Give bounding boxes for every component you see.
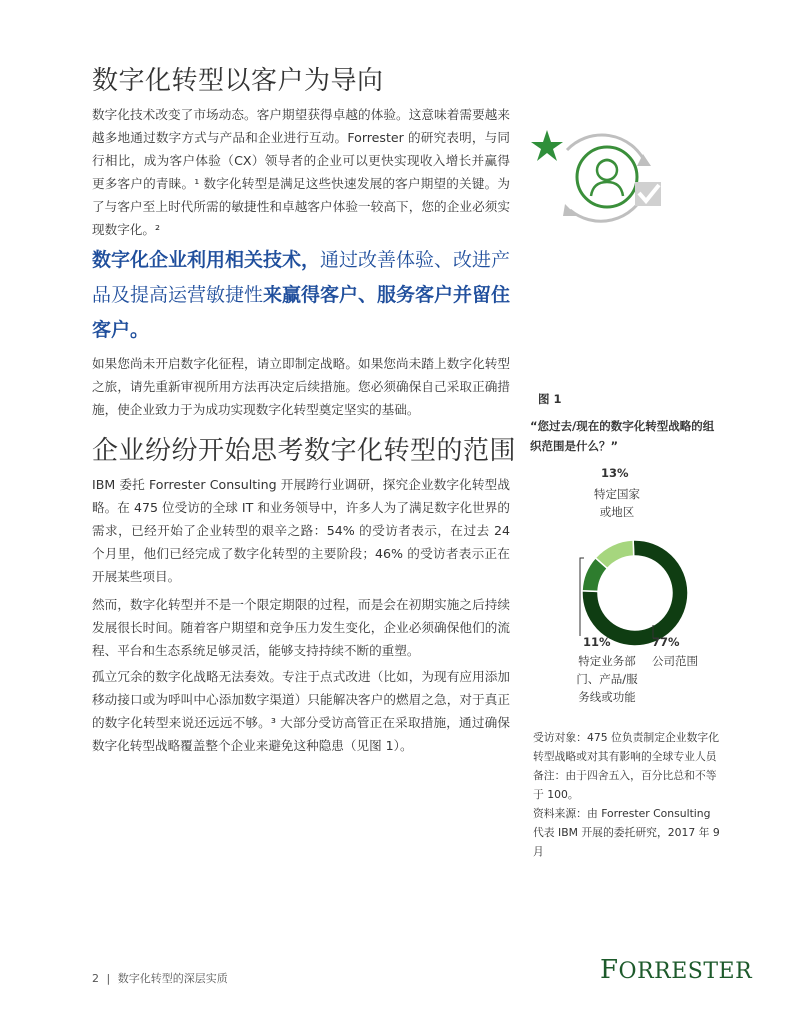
cycle-arrowhead-bottom — [563, 204, 577, 216]
pull-quote-text: 通过改善体验、改进产品及提高运营敏捷性 — [92, 249, 511, 306]
pull-quote — [92, 243, 512, 348]
forrester-logo — [600, 955, 752, 985]
chart-pct-company: 77% — [652, 635, 680, 649]
footer-separator: | — [106, 972, 111, 985]
checkbox-icon — [635, 182, 661, 206]
chart-label-business-line3: 务线或功能 — [578, 690, 636, 704]
figure-title: “您过去/现在的数字化转型战略的组织范围是什么？” — [530, 419, 715, 453]
intro-paragraph: 数字化技术改变了市场动态。客户期望获得卓越的体验。这意味着需要越来越多地通过数字方式与产品和企业进行互动。Forrester 的研究表明，与同行相比，成为客户体验（CX）领导者的企业可以更快实现收入增长并赢得更多客户的青睐。¹ 数字化转型是满足这些快速发展的客户期望的关键。为了与客户至上时代所需的敏捷性和卓越客户体验一较高下，您的企业必须实现数字化。² — [92, 107, 510, 237]
chart-label-country-line2: 或地区 — [599, 505, 635, 519]
chart-pct-country: 13% — [601, 466, 629, 480]
chart-pct-business: 11% — [583, 635, 611, 649]
pull-quote-bold-2: 来赢得客户、服务客户并留住客户。 — [92, 284, 511, 341]
figure-label: 图 1 — [538, 392, 562, 406]
survey-paragraph: IBM 委托 Forrester Consulting 开展跨行业调研，探究企业数字化转型战略。在 475 位受访的全球 IT 和业务领导中，许多人为了满足数字化世界的需求，已经开始了企业转型的艰辛之路：54% 的受访者表示，在过去 24 个月里，他们已经完成了数字化转型的主要阶段；46% 的受访者表示正在开展某些项目。 — [92, 477, 510, 584]
chart-label-company: 公司范围 — [652, 654, 698, 668]
chart-label-business-line2: 门、产品/服 — [576, 672, 638, 686]
chart-label-business-line1: 特定业务部 — [578, 654, 636, 668]
note-source: 资料来源：由 Forrester Consulting 代表 IBM 开展的委托研究，2017 年 9 月 — [533, 807, 720, 858]
logo-rest: ORRESTER — [618, 959, 753, 984]
logo-initial: F — [600, 955, 619, 985]
customer-cycle-illustration — [525, 122, 673, 232]
continuous-paragraph: 然而，数字化转型并不是一个限定期限的过程，而是会在初期实施之后持续发展很长时间。随着客户期望和竞争压力发生变化，企业必须确保他们的流程、平台和生态系统足够灵活，能够支持持续不断的重塑。 — [92, 597, 510, 658]
figure-notes — [533, 728, 721, 861]
chart-label-country — [584, 485, 650, 521]
document-title: 数字化转型的深层实质 — [117, 972, 228, 985]
customer-circle — [577, 147, 637, 207]
donut-slices — [582, 540, 688, 646]
note-rounding: 备注：由于四舍五入，百分比总和不等于 100。 — [533, 769, 717, 801]
star-icon — [531, 130, 563, 161]
siloed-paragraph: 孤立冗余的数字化战略无法奏效。专注于点式改进（比如，为现有应用添加移动接口或为呼叫中心添加数字渠道）只能解决客户的燃眉之急，对于真正的数字化转型来说还远远不够。³ 大部分受访高管正在采取措施，通过确保数字化转型战略覆盖整个企业来避免这种隐患（见图 1）。 — [92, 669, 510, 753]
pull-quote-bold-1: 数字化企业利用相关技术， — [92, 249, 321, 271]
section-heading-cx: 数字化转型以客户为导向 — [92, 66, 384, 96]
strategy-paragraph: 如果您尚未开启数字化征程，请立即制定战略。如果您尚未踏上数字化转型之旅，请先重新审视所用方法再决定后续措施。您必须确保自己采取正确措施，使企业致力于为成功实现数字化转型奠定坚实的基础。 — [92, 356, 510, 417]
cycle-arrowhead-top — [637, 154, 651, 166]
note-respondents: 受访对象：475 位负责制定企业数字化转型战略或对其有影响的全球专业人员 — [533, 731, 719, 763]
page-number: 2 — [92, 972, 99, 985]
footer — [92, 970, 228, 986]
chart-label-country-line1: 特定国家 — [594, 487, 640, 501]
chart-label-business — [574, 652, 640, 706]
section-heading-scope: 企业纷纷开始思考数字化转型的范围 — [92, 436, 517, 466]
